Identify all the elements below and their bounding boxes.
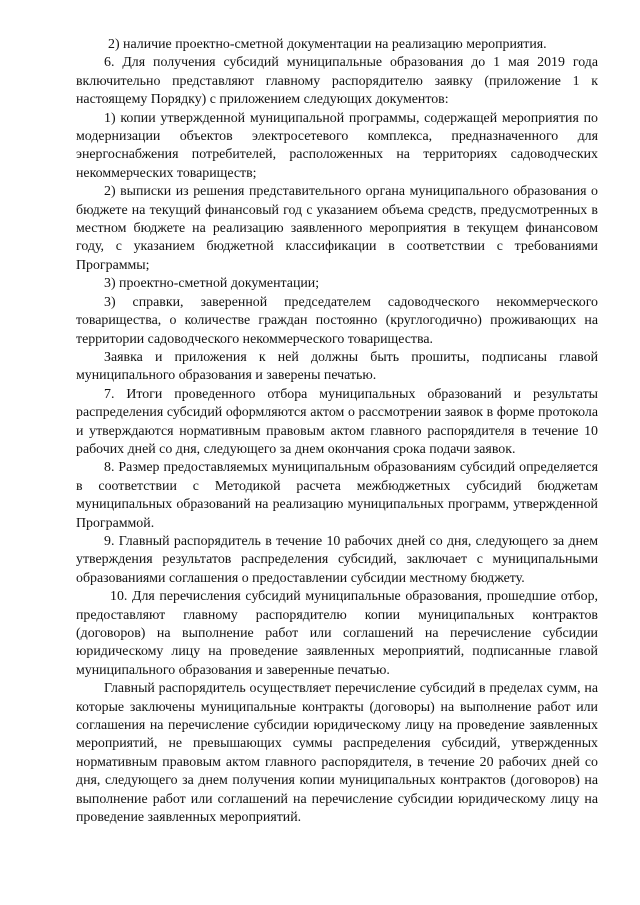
paragraph-section-7: 7. Итоги проведенного отбора муниципальных образований и результаты распределения субсидий оформляются актом о рассмотрении заявок в форме протокола и утверждаются нормативным правовым актом главного распорядителя в течение 10 рабочих дней со дня, следующего за днем окончания срока подачи заявок. <box>76 386 598 457</box>
paragraph-doc-2-budget-extract: 2) выписки из решения представительного органа муниципального образования о бюджете на текущий финансовый год с указанием объема средств, предусмотренных в местном бюджете на реализацию заявленного мероприятия в текущем финансовом году, с указанием бюджетной классификации в соответствии с требованиями Программы; <box>76 184 598 273</box>
paragraph-doc-1-program-copy: 1) копии утвержденной муниципальной программы, содержащей мероприятия по модернизации объектов электросетевого комплекса, предназначенного для энергоснабжения потребителей, расположенных на территориях садоводческих некоммерческих товариществ; <box>76 110 598 181</box>
paragraph-transfer-conditions: Главный распорядитель осуществляет перечисление субсидий в пределах сумм, на которые заключены муниципальные контракты (договоры) на выполнение работ или соглашения на перечисление субсидии юридическому лицу на проведение заявленных мероприятий, не превышающих суммы распределения субсидий, утвержденных нормативным правовым актом главного распорядителя, в течение 20 рабочих дней со дня, следующего за днем получения копии муниципальных контрактов (договоров) на выполнение работ или соглашений на перечисление субсидии юридическому лицу на проведение заявленных мероприятий. <box>76 681 598 826</box>
paragraph-application-binding: Заявка и приложения к ней должны быть прошиты, подписаны главой муниципального образования и заверены печатью. <box>76 349 598 384</box>
paragraph-section-6: 6. Для получения субсидий муниципальные образования до 1 мая 2019 года включительно представляют главному распорядителю заявку (приложение 1 к настоящему Порядку) с приложением следующих документов: <box>76 55 598 108</box>
paragraph-doc-3-certificate: 3) справки, заверенной председателем садоводческого некоммерческого товарищества, о количестве граждан постоянно (круглогодично) проживающих на территории садоводческого некоммерческого товарищества. <box>76 294 598 347</box>
paragraph-section-8: 8. Размер предоставляемых муниципальным образованиям субсидий определяется в соответствии с Методикой расчета межбюджетных субсидий бюджетам муниципальных образований на реализацию муниципальных программ, утвержденной Программой. <box>76 460 598 531</box>
paragraph-doc-3-design-docs: 3) проектно-сметной документации; <box>104 276 320 292</box>
paragraph-section-9: 9. Главный распорядитель в течение 10 рабочих дней со дня, следующего за днем утверждения результатов распределения субсидий, заключает с муниципальными образованиями соглашения о предоставлении субсидии местному бюджету. <box>76 533 598 586</box>
paragraph-section-10: 10. Для перечисления субсидий муниципальные образования, прошедшие отбор, предоставляют главному распорядителю копии муниципальных контрактов (договоров) на выполнение работ или соглашений на перечисление субсидии юридическому лицу на проведение заявленных мероприятий, подписанные главой муниципального образования и заверенные печатью. <box>76 589 598 678</box>
paragraph-item-2-design-docs: 2) наличие проектно-сметной документации на реализацию мероприятия. <box>108 37 547 52</box>
